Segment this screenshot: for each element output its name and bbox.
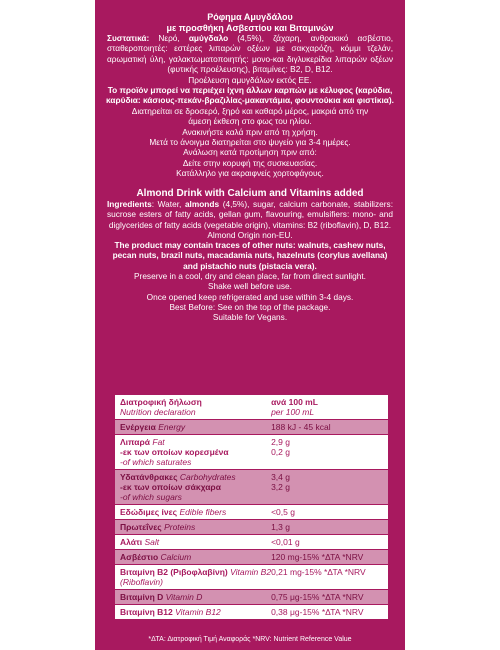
greek-traces: Το προϊόν μπορεί να περιέχει ίχνη άλλων καρπών με κέλυφος (καρύδια, καρύδια: κάσιους-πεκάν-βραζιλίας-μακαντάμια, φουντούκια και φιστίκια). [106, 85, 394, 106]
greek-best-1: Ανάλωση κατά προτίμηση πριν από: [183, 147, 317, 158]
nutrition-label-gr: Ασβέστιο [120, 552, 161, 562]
english-traces: The product may contain traces of other nuts: walnuts, cashew nuts, pecan nuts, brazil nuts, macadamia nuts, hazelnuts (corylus avellana) and pistachio nuts (pistacia vera). [112, 240, 388, 271]
nutrition-label [120, 567, 271, 587]
nutrition-footer: *ΔΤΑ: Διατροφική Τιμή Αναφοράς *NRV: Nutrient Reference Value [148, 636, 352, 643]
nutrition-label [120, 482, 271, 502]
english-best: Best Before: See on the top of the package. [169, 301, 331, 312]
nutrition-row [115, 589, 388, 604]
nutrition-label-gr: Πρωτεΐνες [120, 522, 165, 532]
greek-ingr-text2: (4,5%), ζάχαρη, ανθρακικό ασβέστιο, σταθεροποιητές: εστέρες λιπαρών οξέων με σακχαρόζη, κόμμι τζελάν, αρωματική ύλη, γαλακτωματοποιητής: μονο-και διγλυκερίδια λιπαρών οξέων (φυτικής προέλευσης), βιταμίνες: B2, D, B12. [107, 33, 393, 75]
nutrition-per-gr: ανά 100 mL [271, 397, 318, 407]
nutrition-head-gr: Διατροφική δήλωση [120, 397, 202, 407]
nutrition-label-gr: -εκ των οποίων κορεσμένα [120, 447, 229, 457]
greek-ingr-label: Συστατικά: [107, 33, 150, 43]
english-ingr-text2: (4,5%), sugar, calcium carbonate, stabilizers: sucrose esters of fatty acids, gellan gum, flavouring, emulsifiers: mono- and diglycerides of fatty acids (vegetable origin), vitamins: B2 (riboflavin), D, B12. [107, 198, 394, 230]
label-panel [95, 0, 405, 650]
greek-title-1: Ρόφημα Αμυγδάλου [207, 12, 293, 22]
nutrition-label [120, 552, 271, 562]
english-shake: Shake well before use. [208, 281, 292, 292]
nutrition-row [115, 419, 388, 434]
greek-title-2: με προσθήκη Ασβεστίου και Βιταμινών [166, 22, 334, 33]
nutrition-label-gr: Εδώδιμες ίνες [120, 507, 180, 517]
greek-section [95, 0, 405, 179]
nutrition-label [120, 422, 271, 432]
nutrition-head-en: Nutrition declaration [120, 407, 196, 417]
greek-origin: Προέλευση αμυγδάλων εκτός ΕΕ. [188, 74, 312, 85]
nutrition-row [115, 434, 388, 469]
nutrition-label-en: Vitamin B2 (Riboflavin) [120, 567, 272, 587]
english-ingr-bold: almonds [184, 198, 220, 209]
english-ingr-text1: : Water, [151, 198, 182, 209]
nutrition-label-gr: Υδατάνθρακες [120, 472, 180, 482]
nutrition-label [120, 522, 271, 532]
nutrition-rows [115, 419, 388, 619]
nutrition-value: 0,38 μg-15% *ΔΤΑ *NRV [271, 607, 364, 617]
greek-shake: Ανακινήστε καλά πριν από τη χρήση. [182, 126, 318, 137]
nutrition-label-en: Fat [152, 437, 165, 447]
nutrition-label-en: -of which saturates [120, 457, 192, 467]
nutrition-label-gr: -εκ των οποίων σάκχαρα [120, 482, 221, 492]
english-ingredients [95, 199, 405, 230]
nutrition-header [115, 395, 388, 419]
nutrition-label [120, 537, 271, 547]
greek-best-2: Δείτε στην κορυφή της συσκευασίας. [182, 157, 318, 168]
nutrition-row [115, 564, 388, 589]
nutrition-label-en: Vitamin B12 [175, 607, 221, 617]
nutrition-value: <0,01 g [271, 537, 300, 547]
nutrition-per-en: per 100 mL [271, 407, 315, 417]
english-ingr-label: Ingredients [107, 198, 152, 209]
nutrition-label-en: Vitamin D [165, 592, 203, 602]
english-storage: Preserve in a cool, dry and clean place, far from direct sunlight. [134, 271, 366, 282]
nutrition-label [120, 607, 271, 617]
nutrition-label [120, 447, 271, 467]
nutrition-label-en: Proteins [164, 522, 196, 532]
nutrition-label-en: Energy [158, 422, 186, 432]
greek-ingredients [95, 33, 405, 75]
nutrition-value: 0,2 g [271, 447, 290, 457]
nutrition-row [115, 504, 388, 519]
nutrition-label-en: Edible fibers [179, 507, 227, 517]
nutrition-value: 2,9 g [271, 437, 290, 447]
nutrition-label-gr: Βιταμίνη B12 [120, 607, 176, 617]
nutrition-row [115, 534, 388, 549]
nutrition-label-gr: Βιταμίνη D [120, 592, 166, 602]
nutrition-value: 3,2 g [271, 482, 290, 492]
nutrition-label-gr: Ενέργεια [120, 422, 159, 432]
greek-opened: Μετά το άνοιγμα διατηρείται στο ψυγείο για 3-4 ημέρες. [149, 137, 351, 148]
nutrition-label [120, 437, 271, 447]
greek-vegan: Κατάλληλο για ακραιφνείς χορτοφάγους. [176, 168, 324, 179]
nutrition-label [120, 507, 271, 517]
nutrition-row [115, 549, 388, 564]
nutrition-value: 188 kJ - 45 kcal [271, 422, 331, 432]
nutrition-label-en: -of which sugars [120, 492, 182, 502]
greek-ingr-bold: αμύγδαλο [188, 33, 229, 43]
english-opened: Once opened keep refrigerated and use within 3-4 days. [146, 291, 354, 302]
nutrition-label [120, 472, 271, 482]
nutrition-value: 1,3 g [271, 522, 290, 532]
nutrition-value: 120 mg-15% *ΔΤΑ *NRV [271, 552, 364, 562]
greek-storage: Διατηρείται σε δροσερό, ξηρό και καθαρό μέρος, μακριά από την άμεση έκθεση στο φως του ηλίου. [131, 105, 369, 127]
nutrition-value: 0,21 mg-15% *ΔΤΑ *NRV [271, 567, 366, 577]
nutrition-label-gr: Αλάτι [120, 537, 145, 547]
nutrition-label-gr: Λιπαρά [120, 437, 153, 447]
nutrition-table [115, 395, 388, 619]
nutrition-label-en: Salt [144, 537, 160, 547]
nutrition-row [115, 604, 388, 619]
nutrition-value: 3,4 g [271, 472, 290, 482]
nutrition-label-en: Carbohydrates [179, 472, 236, 482]
english-title: Almond Drink with Calcium and Vitamins added [136, 187, 364, 199]
nutrition-value: <0,5 g [271, 507, 295, 517]
nutrition-row [115, 519, 388, 534]
nutrition-label [120, 592, 271, 602]
nutrition-value: 0,75 μg-15% *ΔΤΑ *NRV [271, 592, 364, 602]
english-vegan: Suitable for Vegans. [212, 312, 288, 323]
english-section [95, 189, 405, 323]
nutrition-label-gr: Βιταμίνη B2 (Ριβοφλαβίνη) [120, 567, 231, 577]
english-origin: Almond Origin non-EU. [207, 229, 293, 240]
nutrition-row [115, 469, 388, 504]
greek-ingr-text1: Νερό, [158, 33, 180, 43]
nutrition-label-en: Calcium [160, 552, 192, 562]
